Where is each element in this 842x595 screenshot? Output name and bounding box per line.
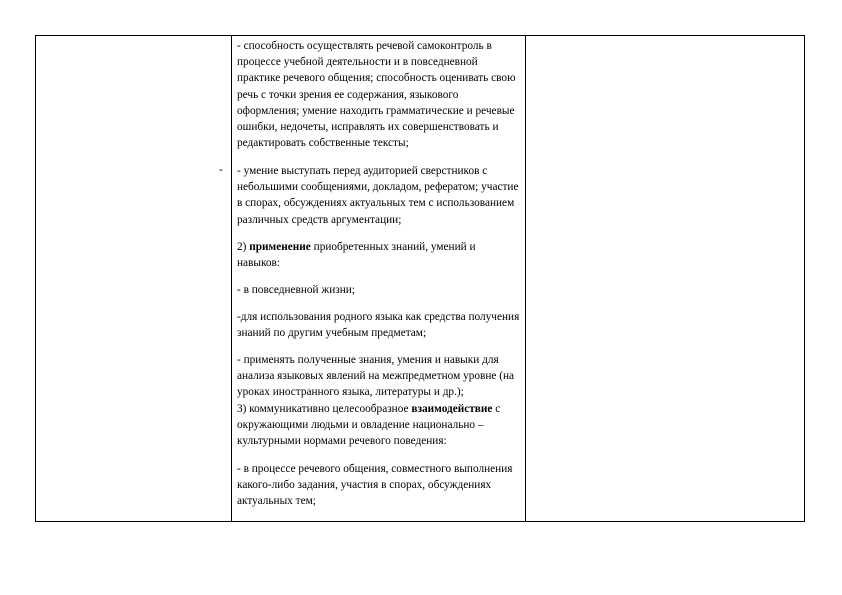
left-column-dash: -: [219, 164, 223, 176]
column-divider: [231, 36, 232, 521]
bold-term: применение: [249, 241, 311, 253]
bold-term: взаимодействие: [411, 403, 493, 415]
paragraph-public-speaking: - умение выступать перед аудиторией сверстников с небольшими сообщениями, докладом, рефератом; участие в спорах, обсуждениях актуальных тем с использованием различных средств аргументации;: [237, 165, 519, 226]
paragraph-self-control: - способность осуществлять речевой самоконтроль в процессе учебной деятельности и в повседневной практике речевого общения; способность оценивать свою речь с точки зрения ее содержания, языкового оформления; умение находить грамматические и речевые ошибки, недочеты, исправлять их совершенствовать и редактировать собственные тексты;: [237, 40, 516, 150]
content-table: [35, 35, 805, 522]
paragraph-interaction-heading: 3) коммуникативно целесообразное взаимодействие с окружающими людьми и овладение национально – культурными нормами речевого поведения:: [237, 403, 501, 448]
paragraph-everyday-life: - в повседневной жизни;: [237, 284, 355, 296]
paragraph-speech-communication: - в процессе речевого общения, совместного выполнения какого-либо задания, участия в спорах, обсуждениях актуальных тем;: [237, 463, 513, 508]
paragraph-application-heading: 2) применение приобретенных знаний, умений и навыков:: [237, 241, 476, 270]
middle-column: [233, 36, 525, 521]
left-column: [36, 36, 231, 521]
paragraph-interdisciplinary: - применять полученные знания, умения и навыки для анализа языковых явлений на межпредметном уровне (на уроках иностранного языка, литературы и др.);: [237, 354, 515, 399]
paragraph-native-language: -для использования родного языка как средства получения знаний по другим учебным предметам;: [237, 311, 520, 340]
right-column: [526, 36, 804, 521]
